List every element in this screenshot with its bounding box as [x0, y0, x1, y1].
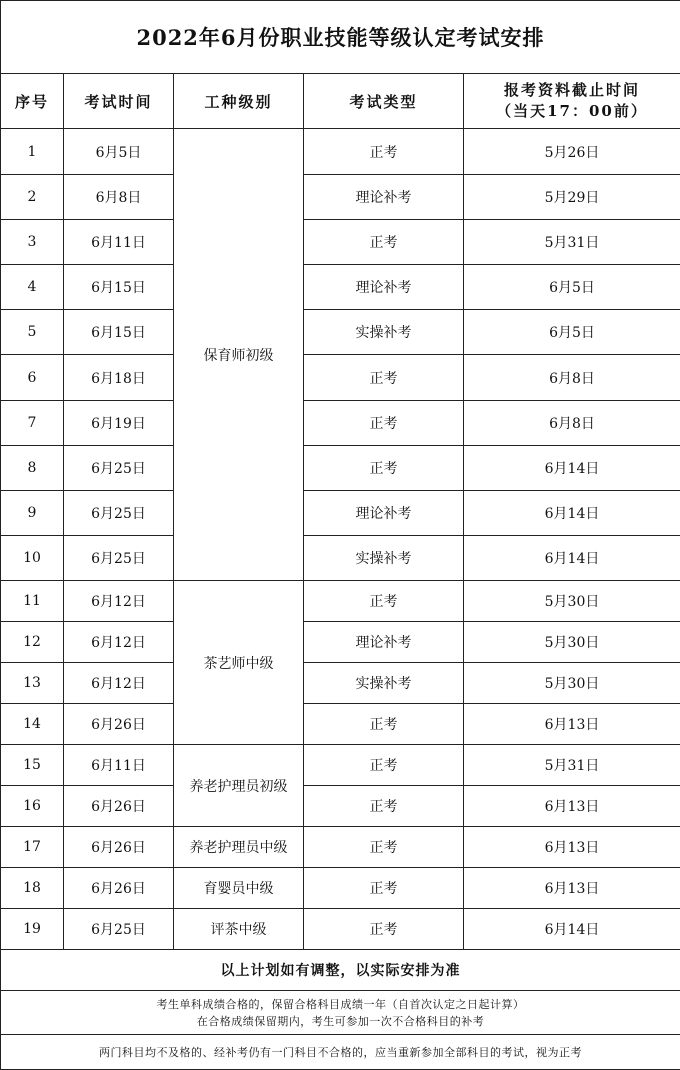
- header-exam-date: 考试时间: [64, 74, 174, 129]
- header-deadline: [464, 74, 680, 129]
- seq-cell: 8: [1, 446, 64, 491]
- seq-cell: 6: [1, 355, 64, 401]
- type-cell: 正考: [304, 909, 464, 950]
- type-cell: 正考: [304, 868, 464, 909]
- table-row: [1, 909, 680, 950]
- group-cell: 评茶中级: [174, 909, 304, 950]
- table-row: [1, 129, 680, 175]
- type-cell: 理论补考: [304, 175, 464, 220]
- table-row: [1, 220, 680, 265]
- deadline-cell: 5月30日: [464, 663, 680, 704]
- date-cell: 6月26日: [64, 868, 174, 909]
- deadline-cell: 5月29日: [464, 175, 680, 220]
- deadline-cell: 5月30日: [464, 622, 680, 663]
- adjustment-note: 以上计划如有调整，以实际安排为准: [1, 950, 680, 991]
- group-cell: 茶艺师中级: [174, 581, 304, 745]
- deadline-cell: 6月13日: [464, 704, 680, 745]
- table-row: [1, 446, 680, 491]
- type-cell: 正考: [304, 446, 464, 491]
- table-row: [1, 581, 680, 622]
- header-job-level: 工种级别: [174, 74, 304, 129]
- type-cell: 实操补考: [304, 310, 464, 355]
- deadline-cell: 6月14日: [464, 491, 680, 536]
- seq-cell: 17: [1, 827, 64, 868]
- table-row: [1, 827, 680, 868]
- seq-cell: 12: [1, 622, 64, 663]
- table-row: [1, 704, 680, 745]
- score-retention-line1: 考生单科成绩合格的，保留合格科目成绩一年（自首次认定之日起计算）: [1, 996, 680, 1013]
- seq-cell: 11: [1, 581, 64, 622]
- table-row: [1, 622, 680, 663]
- date-cell: 6月15日: [64, 265, 174, 310]
- deadline-cell: 5月31日: [464, 745, 680, 786]
- table-row: [1, 491, 680, 536]
- type-cell: 正考: [304, 129, 464, 175]
- deadline-cell: 6月13日: [464, 827, 680, 868]
- group-cell: 保育师初级: [174, 129, 304, 581]
- type-cell: 实操补考: [304, 663, 464, 704]
- deadline-cell: 6月5日: [464, 265, 680, 310]
- page-title: 2022年6月份职业技能等级认定考试安排: [1, 1, 680, 74]
- seq-cell: 18: [1, 868, 64, 909]
- type-cell: 正考: [304, 220, 464, 265]
- seq-cell: 15: [1, 745, 64, 786]
- deadline-cell: 6月14日: [464, 536, 680, 581]
- seq-cell: 13: [1, 663, 64, 704]
- seq-cell: 1: [1, 129, 64, 175]
- score-retention-note: [1, 991, 680, 1035]
- date-cell: 6月26日: [64, 827, 174, 868]
- score-retention-line2: 在合格成绩保留期内，考生可参加一次不合格科目的补考: [1, 1013, 680, 1030]
- table-row: [1, 265, 680, 310]
- date-cell: 6月25日: [64, 909, 174, 950]
- deadline-cell: 6月8日: [464, 401, 680, 446]
- date-cell: 6月11日: [64, 220, 174, 265]
- table-row: [1, 175, 680, 220]
- type-cell: 理论补考: [304, 265, 464, 310]
- deadline-cell: 6月13日: [464, 786, 680, 827]
- deadline-cell: 6月8日: [464, 355, 680, 401]
- type-cell: 正考: [304, 581, 464, 622]
- group-cell: 养老护理员初级: [174, 745, 304, 827]
- type-cell: 正考: [304, 401, 464, 446]
- group-cell: 育婴员中级: [174, 868, 304, 909]
- header-seq: 序号: [1, 74, 64, 129]
- type-cell: 正考: [304, 704, 464, 745]
- header-deadline-line1: 报考资料截止时间: [464, 80, 680, 101]
- deadline-cell: 5月30日: [464, 581, 680, 622]
- seq-cell: 3: [1, 220, 64, 265]
- retake-rule-note: 两门科目均不及格的、经补考仍有一门科目不合格的，应当重新参加全部科目的考试，视为正考: [1, 1035, 680, 1070]
- table-row: [1, 745, 680, 786]
- deadline-cell: 5月31日: [464, 220, 680, 265]
- type-cell: 正考: [304, 355, 464, 401]
- type-cell: 实操补考: [304, 536, 464, 581]
- date-cell: 6月25日: [64, 491, 174, 536]
- date-cell: 6月11日: [64, 745, 174, 786]
- group-cell: 养老护理员中级: [174, 827, 304, 868]
- seq-cell: 14: [1, 704, 64, 745]
- seq-cell: 4: [1, 265, 64, 310]
- table-row: [1, 536, 680, 581]
- table-row: [1, 663, 680, 704]
- date-cell: 6月8日: [64, 175, 174, 220]
- header-deadline-line2: （当天17：00前）: [464, 101, 680, 122]
- date-cell: 6月12日: [64, 663, 174, 704]
- table-row: [1, 401, 680, 446]
- date-cell: 6月19日: [64, 401, 174, 446]
- seq-cell: 7: [1, 401, 64, 446]
- header-exam-type: 考试类型: [304, 74, 464, 129]
- seq-cell: 2: [1, 175, 64, 220]
- table-row: [1, 786, 680, 827]
- seq-cell: 5: [1, 310, 64, 355]
- deadline-cell: 6月13日: [464, 868, 680, 909]
- date-cell: 6月26日: [64, 786, 174, 827]
- table-row: [1, 355, 680, 401]
- type-cell: 正考: [304, 745, 464, 786]
- type-cell: 理论补考: [304, 622, 464, 663]
- date-cell: 6月18日: [64, 355, 174, 401]
- date-cell: 6月25日: [64, 446, 174, 491]
- seq-cell: 10: [1, 536, 64, 581]
- table-row: [1, 310, 680, 355]
- seq-cell: 16: [1, 786, 64, 827]
- deadline-cell: 6月14日: [464, 909, 680, 950]
- table-row: [1, 868, 680, 909]
- date-cell: 6月26日: [64, 704, 174, 745]
- date-cell: 6月5日: [64, 129, 174, 175]
- type-cell: 理论补考: [304, 491, 464, 536]
- date-cell: 6月25日: [64, 536, 174, 581]
- type-cell: 正考: [304, 827, 464, 868]
- date-cell: 6月15日: [64, 310, 174, 355]
- date-cell: 6月12日: [64, 581, 174, 622]
- seq-cell: 9: [1, 491, 64, 536]
- deadline-cell: 6月5日: [464, 310, 680, 355]
- seq-cell: 19: [1, 909, 64, 950]
- date-cell: 6月12日: [64, 622, 174, 663]
- deadline-cell: 5月26日: [464, 129, 680, 175]
- type-cell: 正考: [304, 786, 464, 827]
- deadline-cell: 6月14日: [464, 446, 680, 491]
